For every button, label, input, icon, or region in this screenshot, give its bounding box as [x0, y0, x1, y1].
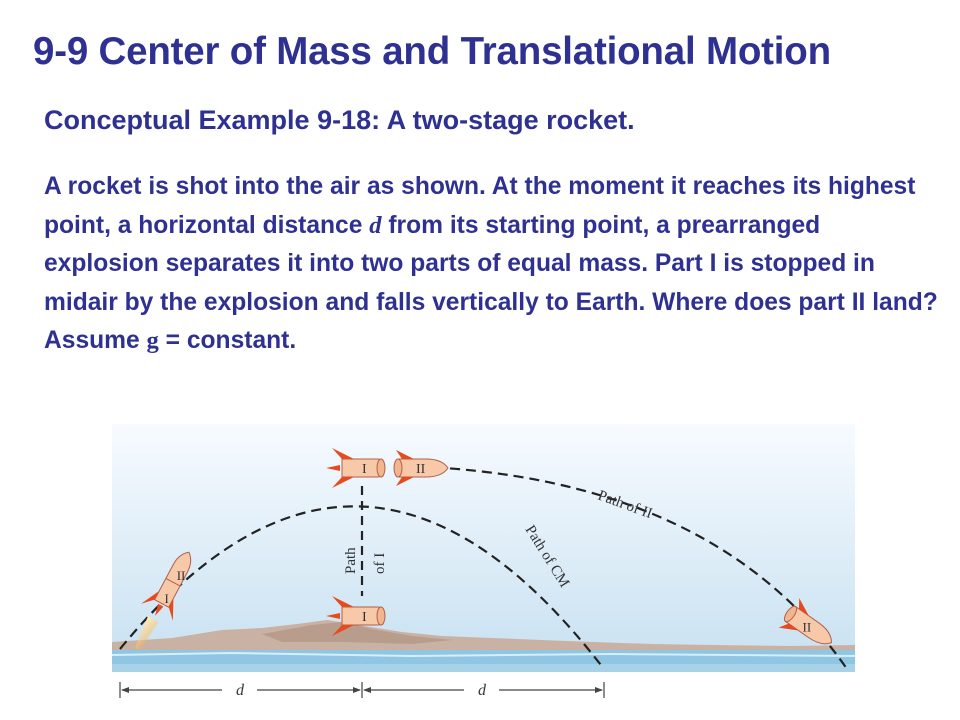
label-path-of-two: Path of II	[595, 487, 655, 523]
dim-label-right: d	[478, 682, 486, 699]
paragraph-part-1: A rocket is shot into the air as shown. At the moment it reaches its highest point, a horizontal distance	[44, 173, 916, 239]
label-land-part-two: II	[802, 619, 812, 635]
label-fall-part-one: I	[362, 610, 367, 625]
label-apex-part-two: II	[416, 462, 426, 477]
label-path-of-cm: Path of CM	[521, 522, 573, 591]
label-launch-part-two: II	[176, 568, 186, 584]
water	[112, 650, 855, 664]
label-path-of-one-line2: of I	[372, 552, 388, 574]
problem-paragraph	[44, 168, 939, 361]
distance-dimension	[120, 682, 604, 698]
slide-title: 9-9 Center of Mass and Translational Motion	[33, 30, 831, 73]
rocket-trajectory-figure	[112, 424, 855, 714]
paragraph-part-2: from its starting point, a prearranged explosion separates it into two parts of equal mass. Part I is stopped in midair by the explosion and falls vertically to Earth. Where does part II land? Assume	[44, 211, 938, 355]
label-path-of-one-line1: Path	[343, 547, 359, 574]
slide-subtitle: Conceptual Example 9-18: A two-stage rocket.	[44, 105, 635, 135]
ground-strip	[112, 664, 855, 672]
dim-label-left: d	[236, 682, 244, 699]
label-apex-part-one: I	[362, 462, 367, 477]
label-launch-part-one: I	[164, 591, 169, 607]
variable-g: g	[146, 327, 159, 355]
variable-d: d	[369, 211, 382, 239]
paragraph-part-3: = constant.	[158, 327, 297, 355]
